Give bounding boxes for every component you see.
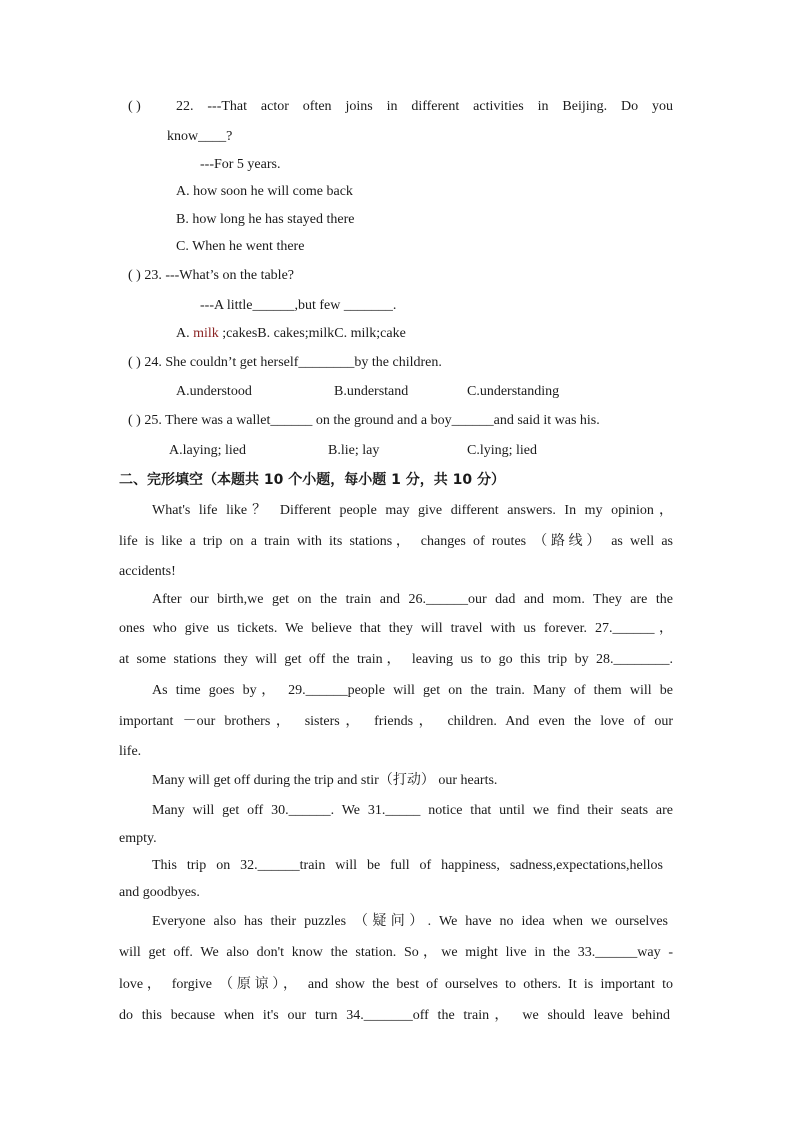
q22-option-a: A. how soon he will come back (176, 184, 353, 199)
q24-option-c: C.understanding (467, 384, 560, 399)
q25-option-a: A.laying; lied (169, 443, 246, 458)
passage-line-9: life. (119, 744, 142, 759)
q22-answer: ---For 5 years. (200, 157, 281, 172)
passage-line-10: Many will get off during the trip and stir（打动） our hearts. (152, 773, 498, 788)
q23-answer: ---A little______,but few _______. (200, 298, 397, 313)
passage-line-15: Everyone also has their puzzles （疑问）. We have no idea when we ourselves (152, 914, 668, 929)
q22-option-c: C. When he went there (176, 239, 305, 254)
q23-option-a-prefix: A. (176, 326, 194, 341)
passage-line-7: As time goes by， 29.______people will get on the train. Many of them will be (152, 683, 673, 698)
passage-line-3: accidents! (119, 564, 176, 579)
q22-bracket: ( ) (128, 99, 141, 114)
q25-stem: ( ) 25. There was a wallet______ on the ground and a boy______and said it was his. (128, 413, 600, 428)
q24-stem: ( ) 24. She couldn’t get herself________by the children. (128, 355, 442, 370)
passage-line-17: love， forgive （原谅）， and show the best of ourselves to others. It is important to (119, 977, 673, 992)
passage-line-6: at some stations they will get off the train， leaving us to go this trip by 28.________. (119, 652, 673, 667)
passage-line-4: After our birth,we get on the train and 26.______our dad and mom. They are the (152, 592, 673, 607)
q22-stem-line1: 22. ---That actor often joins in different activities in Beijing. Do you (176, 99, 673, 114)
section2-heading: 二、完形填空（本题共 10 个小题，每小题 1 分，共 10 分） (119, 472, 505, 488)
passage-line-5: ones who give us tickets. We believe that they will travel with us forever. 27.______， (119, 621, 673, 636)
passage-line-1: What's life like？ Different people may give different answers. In my opinion， (152, 503, 673, 518)
q22-option-b: B. how long he has stayed there (176, 212, 355, 227)
q23-stem: ( ) 23. ---What’s on the table? (128, 268, 294, 283)
q23-option-a-word: milk (193, 326, 219, 341)
q25-option-c: C.lying; lied (467, 443, 537, 458)
q23-options (176, 325, 406, 343)
passage-line-18: do this because when it's our turn 34._______off the train， we should leave behind (119, 1008, 670, 1023)
q24-option-a: A.understood (176, 384, 252, 399)
passage-line-13: This trip on 32.______train will be full of happiness, sadness,expectations,hellos (152, 858, 663, 873)
passage-line-12: empty. (119, 831, 157, 846)
q22-stem-line2: know____? (167, 129, 233, 144)
q23-options-rest: ;cakesB. cakes;milkC. milk;cake (218, 326, 406, 341)
q25-option-b: B.lie; lay (328, 443, 380, 458)
passage-line-16: will get off. We also don't know the station. So，we might live in the 33.______way - (119, 945, 673, 960)
q24-option-b: B.understand (334, 384, 409, 399)
passage-line-8: important －our brothers， sisters， friends， children. And even the love of our (119, 714, 673, 729)
passage-line-11: Many will get off 30.______. We 31._____ notice that until we find their seats are (152, 803, 673, 818)
passage-line-14: and goodbyes. (119, 885, 200, 900)
passage-line-2: life is like a trip on a train with its stations， changes of routes （路线） as well as (119, 534, 673, 549)
